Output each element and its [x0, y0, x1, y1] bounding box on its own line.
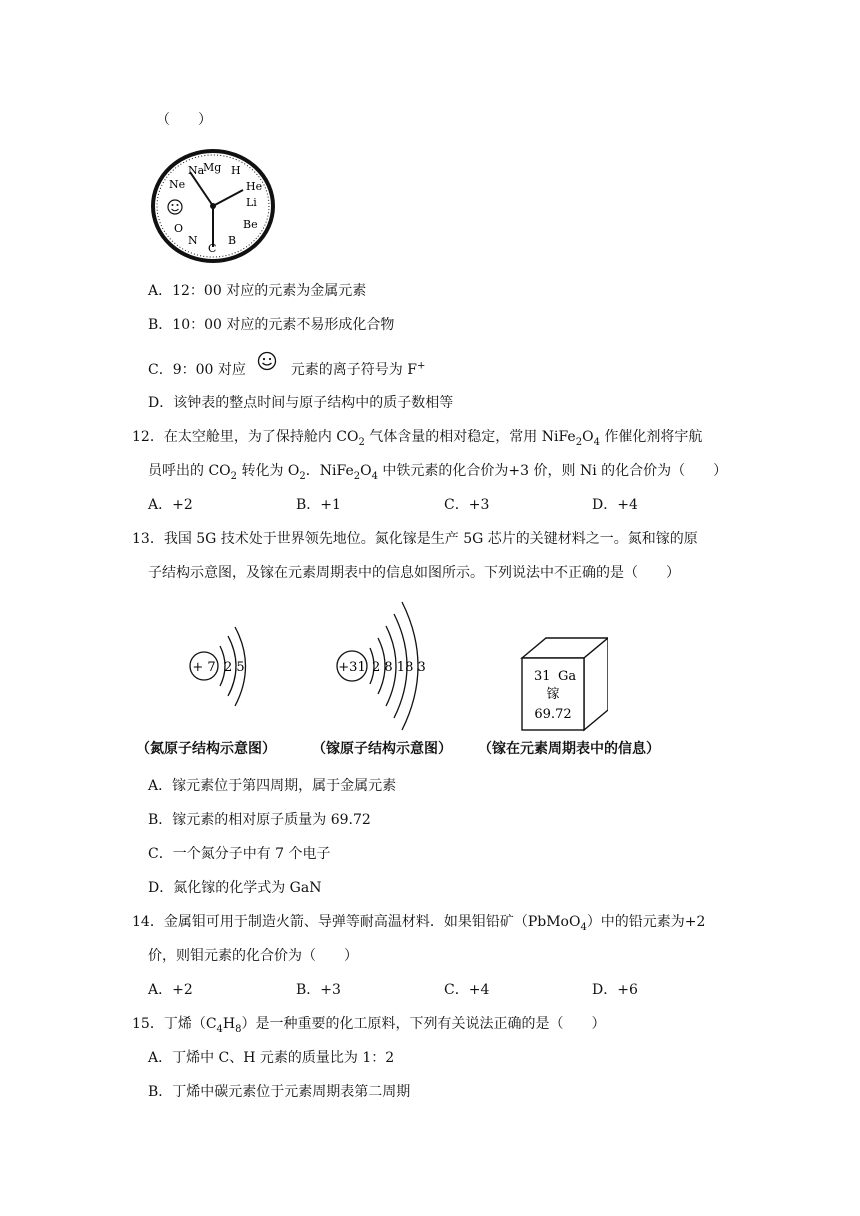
q11-option-d: D．该钟表的整点时间与原子结构中的质子数相等 [148, 395, 454, 411]
clock-label-h: H [231, 164, 241, 177]
nitrogen-nucleus-label: + 7 [192, 660, 216, 675]
clock-label-n: N [188, 234, 198, 247]
q11-option-c-sup: + [416, 360, 426, 372]
nitrogen-diagram-caption: （氮原子结构示意图） [136, 741, 276, 757]
gallium-periodic-cell [518, 632, 608, 732]
clock-label-ne: Ne [169, 178, 186, 191]
clock-label-mg: Mg [203, 161, 222, 174]
gallium-symbol: Ga [558, 669, 577, 684]
nitrogen-shell-electrons: 2 5 [224, 660, 245, 675]
q12-option-c: C．+3 [444, 497, 490, 513]
q12-stem-line1: 12．在太空舱里，为了保持舱内 $CO_2$ 气体含量的相对稳定，常用 $NiFe_2O_4$ 作催化剂将宇航 [132, 429, 703, 448]
q11-option-a: A．12：00 对应的元素为金属元素 [148, 283, 367, 299]
q12-option-a: A．+2 [148, 497, 193, 513]
clock-label-o: O [174, 222, 184, 235]
gallium-cell-caption: （镓在元素周期表中的信息） [478, 741, 660, 757]
q14-stem-line1: 14．金属钼可用于制造火箭、导弹等耐高温材料．如果钼铅矿（PbMoO$_4$）中的铅元素为+2 [132, 914, 706, 933]
q13-option-d: D．氮化镓的化学式为 GaN [148, 880, 322, 896]
gallium-atomic-number: 31 [534, 669, 551, 684]
q11-option-c-pre: C．9：00 对应 [148, 362, 246, 378]
q13-stem-line2: 子结构示意图，及镓在元素周期表中的信息如图所示。下列说法中不正确的是（ ） [148, 565, 680, 581]
clock-label-b: B [228, 234, 237, 247]
clock-label-c: C [208, 242, 217, 255]
q14-option-c: C．+4 [444, 982, 490, 998]
q12-option-d: D．+4 [592, 497, 638, 513]
q13-option-c: C．一个氮分子中有 7 个电子 [148, 846, 331, 862]
q15-option-a: A．丁烯中 C、H 元素的质量比为 1：2 [148, 1050, 395, 1066]
gallium-nucleus-label: +31 [338, 660, 366, 675]
q12-stem-line2: 员呼出的 $CO_2$ 转化为 $O_2$．$NiFe_2O_4$ 中铁元素的化合价为+3 价，则 Ni 的化合价为（ ） [148, 463, 728, 482]
q11-answer-paren: （ ） [156, 112, 212, 128]
q11-option-b: B．10：00 对应的元素不易形成化合物 [148, 317, 395, 333]
gallium-diagram-caption: （镓原子结构示意图） [312, 741, 452, 757]
q13-stem-line1: 13．我国 5G 技术处于世界领先地位。氮化镓是生产 5G 芯片的关键材料之一。氮和镓的原 [132, 531, 698, 547]
q15-option-b: B．丁烯中碳元素位于元素周期表第二周期 [148, 1084, 411, 1100]
gallium-atomic-mass: 69.72 [534, 707, 572, 722]
q15-stem-line1: 15．丁烯$(C_4H_8)$是一种重要的化工原料，下列有关说法正确的是（ ） [132, 1016, 606, 1035]
clock-label-he: He [246, 180, 263, 193]
clock-label-be: Be [243, 218, 258, 231]
clock-label-na: Na [188, 164, 205, 177]
q12-option-b: B．+1 [296, 497, 341, 513]
q13-option-b: B．镓元素的相对原子质量为 69.72 [148, 812, 371, 828]
q14-option-b: B．+3 [296, 982, 341, 998]
q14-option-a: A．+2 [148, 982, 193, 998]
q14-stem-line2: 价，则钼元素的化合价为（ ） [148, 948, 358, 964]
q13-option-a: A．镓元素位于第四周期，属于金属元素 [148, 778, 397, 794]
q11-option-c-post: 元素的离子符号为 F [290, 362, 417, 378]
q14-option-d: D．+6 [592, 982, 638, 998]
gallium-name: 镓 [546, 687, 560, 702]
clock-label-li: Li [246, 196, 257, 209]
nitrogen-atom-diagram [182, 622, 252, 714]
gallium-atom-diagram [330, 598, 440, 738]
element-clock-figure [150, 148, 276, 264]
q11-option-c [148, 358, 425, 380]
gallium-shell-electrons: 2 8 18 3 [372, 660, 426, 675]
smiley-icon [256, 350, 278, 372]
